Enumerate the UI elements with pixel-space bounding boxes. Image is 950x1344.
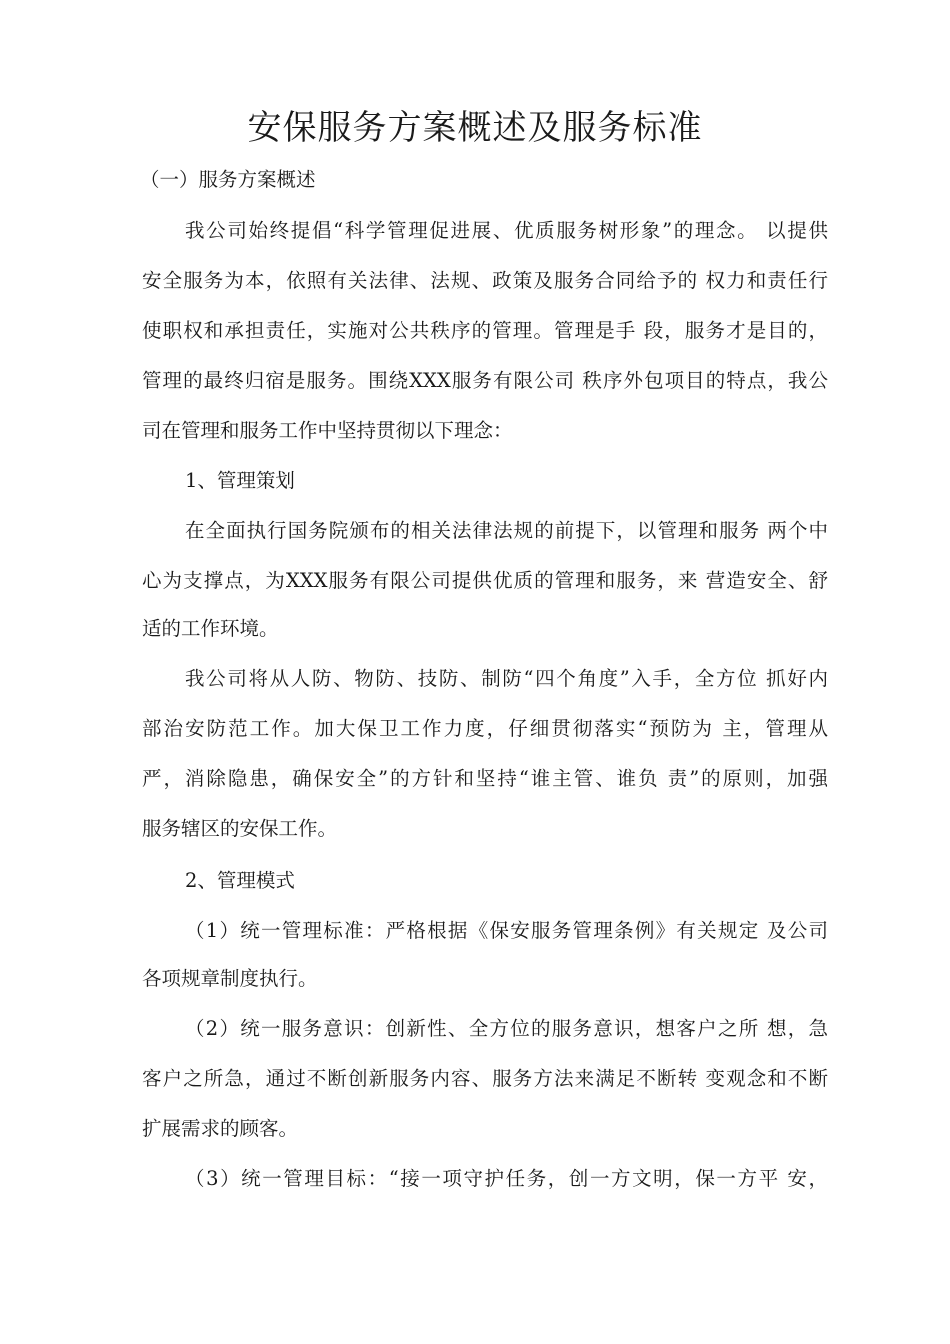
section-heading: （一）服务方案概述 [140,168,316,191]
body-line: 2、管理模式 [185,869,295,892]
body-line: 部治安防范工作。加大保卫工作力度，仔细贯彻落实“预防为 主，管理从 [142,717,828,740]
body-line: 适的工作环境。 [142,617,279,640]
body-line: （2）统一服务意识：创新性、全方位的服务意识，想客户之所 想，急 [185,1017,828,1040]
body-line: 心为支撑点，为XXX服务有限公司提供优质的管理和服务，来 营造安全、舒 [142,569,828,592]
body-line: 管理的最终归宿是服务。围绕XXX服务有限公司 秩序外包项目的特点，我公 [142,369,828,392]
body-line: 严，消除隐患，确保安全”的方针和坚持“谁主管、谁负 责”的原则，加强 [142,767,828,790]
body-line: 我公司将从人防、物防、技防、制防“四个角度”入手，全方位 抓好内 [185,667,828,690]
body-line: （1）统一管理标准：严格根据《保安服务管理条例》有关规定 及公司 [185,919,828,942]
body-line: 在全面执行国务院颁布的相关法律法规的前提下，以管理和服务 两个中 [185,519,828,542]
body-line: （3）统一管理目标：“接一项守护任务，创一方文明，保一方平 安， [185,1167,828,1190]
body-line: 扩展需求的顾客。 [142,1117,299,1140]
document-title: 安保服务方案概述及服务标准 [247,108,703,148]
body-line: 客户之所急，通过不断创新服务内容、服务方法来满足不断转 变观念和不断 [142,1067,828,1090]
body-line: 安全服务为本，依照有关法律、法规、政策及服务合同给予的 权力和责任行 [142,269,828,292]
body-line: 1、管理策划 [185,469,295,492]
body-line: 各项规章制度执行。 [142,967,318,990]
body-line: 司在管理和服务工作中坚持贯彻以下理念： [142,419,513,442]
body-line: 使职权和承担责任，实施对公共秩序的管理。管理是手 段，服务才是目的， [142,319,828,342]
body-line: 服务辖区的安保工作。 [142,817,338,840]
body-line: 我公司始终提倡“科学管理促进展、优质服务树形象”的理念。 以提供 [185,219,828,242]
